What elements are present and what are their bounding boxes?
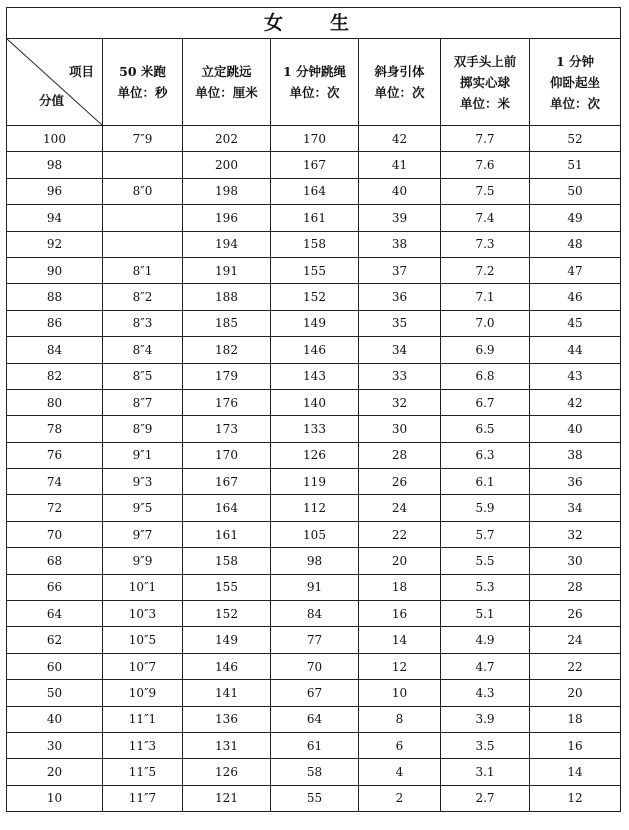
run50-cell: 10″1 — [103, 574, 183, 600]
table-row — [7, 759, 621, 785]
pullup-cell: 33 — [359, 363, 441, 389]
situp-cell: 20 — [530, 680, 621, 706]
rope-skip-cell: 105 — [271, 521, 359, 547]
ball-throw-cell: 6.3 — [441, 442, 530, 468]
run50-cell: 8″5 — [103, 363, 183, 389]
header-situp — [530, 39, 621, 126]
rope-skip-cell: 64 — [271, 706, 359, 732]
ball-throw-cell: 7.2 — [441, 257, 530, 283]
long-jump-cell: 136 — [183, 706, 271, 732]
run50-cell: 8″3 — [103, 310, 183, 336]
table-row — [7, 152, 621, 178]
table-row — [7, 680, 621, 706]
situp-cell: 45 — [530, 310, 621, 336]
score-cell: 100 — [7, 126, 103, 152]
header-pullup-name: 斜身引体 — [374, 64, 425, 79]
table-row — [7, 574, 621, 600]
table-row — [7, 310, 621, 336]
header-long-jump — [183, 39, 271, 126]
run50-cell: 11″7 — [103, 785, 183, 811]
ball-throw-cell: 5.1 — [441, 601, 530, 627]
ball-throw-cell: 3.1 — [441, 759, 530, 785]
situp-cell: 40 — [530, 416, 621, 442]
long-jump-cell: 155 — [183, 574, 271, 600]
long-jump-cell: 170 — [183, 442, 271, 468]
situp-cell: 47 — [530, 257, 621, 283]
ball-throw-cell: 7.7 — [441, 126, 530, 152]
situp-cell: 16 — [530, 732, 621, 758]
ball-throw-cell: 7.4 — [441, 205, 530, 231]
rope-skip-cell: 58 — [271, 759, 359, 785]
score-cell: 94 — [7, 205, 103, 231]
header-rope-skip-name: 1 分钟跳绳 — [282, 64, 347, 79]
rope-skip-cell: 133 — [271, 416, 359, 442]
situp-cell: 24 — [530, 627, 621, 653]
long-jump-cell: 158 — [183, 548, 271, 574]
long-jump-cell: 173 — [183, 416, 271, 442]
situp-cell: 52 — [530, 126, 621, 152]
ball-throw-cell: 2.7 — [441, 785, 530, 811]
table-row — [7, 442, 621, 468]
situp-cell: 43 — [530, 363, 621, 389]
long-jump-cell: 194 — [183, 231, 271, 257]
rope-skip-cell: 67 — [271, 680, 359, 706]
run50-cell: 8″7 — [103, 389, 183, 415]
table-row — [7, 495, 621, 521]
situp-cell: 48 — [530, 231, 621, 257]
situp-cell: 22 — [530, 653, 621, 679]
ball-throw-cell: 5.3 — [441, 574, 530, 600]
score-cell: 80 — [7, 389, 103, 415]
long-jump-cell: 179 — [183, 363, 271, 389]
score-cell: 98 — [7, 152, 103, 178]
ball-throw-cell: 5.5 — [441, 548, 530, 574]
situp-cell: 42 — [530, 389, 621, 415]
rope-skip-cell: 155 — [271, 257, 359, 283]
situp-cell: 49 — [530, 205, 621, 231]
situp-cell: 38 — [530, 442, 621, 468]
situp-cell: 14 — [530, 759, 621, 785]
run50-cell: 9″7 — [103, 521, 183, 547]
pullup-cell: 32 — [359, 389, 441, 415]
rope-skip-cell: 158 — [271, 231, 359, 257]
run50-cell: 8″2 — [103, 284, 183, 310]
score-cell: 10 — [7, 785, 103, 811]
pullup-cell: 42 — [359, 126, 441, 152]
rope-skip-cell: 55 — [271, 785, 359, 811]
diagonal-line — [7, 39, 102, 125]
rope-skip-cell: 112 — [271, 495, 359, 521]
rope-skip-cell: 146 — [271, 337, 359, 363]
pullup-cell: 16 — [359, 601, 441, 627]
run50-cell: 10″7 — [103, 653, 183, 679]
score-cell: 92 — [7, 231, 103, 257]
run50-cell — [103, 205, 183, 231]
corner-header-cell — [7, 39, 103, 126]
score-cell: 84 — [7, 337, 103, 363]
table-row — [7, 653, 621, 679]
title-row — [7, 8, 621, 39]
pullup-cell: 12 — [359, 653, 441, 679]
score-cell: 70 — [7, 521, 103, 547]
pullup-cell: 18 — [359, 574, 441, 600]
ball-throw-cell: 7.0 — [441, 310, 530, 336]
pullup-cell: 14 — [359, 627, 441, 653]
table-row — [7, 469, 621, 495]
score-cell: 86 — [7, 310, 103, 336]
pullup-cell: 37 — [359, 257, 441, 283]
header-rope-skip — [271, 39, 359, 126]
header-row — [7, 39, 621, 126]
table-row — [7, 257, 621, 283]
pullup-cell: 28 — [359, 442, 441, 468]
pullup-cell: 26 — [359, 469, 441, 495]
table-row — [7, 521, 621, 547]
situp-cell: 44 — [530, 337, 621, 363]
rope-skip-cell: 98 — [271, 548, 359, 574]
run50-cell: 9″9 — [103, 548, 183, 574]
score-cell: 40 — [7, 706, 103, 732]
header-run50 — [103, 39, 183, 126]
pullup-cell: 20 — [359, 548, 441, 574]
header-pullup — [359, 39, 441, 126]
situp-cell: 36 — [530, 469, 621, 495]
ball-throw-cell: 3.9 — [441, 706, 530, 732]
long-jump-cell: 121 — [183, 785, 271, 811]
ball-throw-cell: 4.7 — [441, 653, 530, 679]
score-cell: 72 — [7, 495, 103, 521]
ball-throw-cell: 3.5 — [441, 732, 530, 758]
header-situp-name-1: 1 分钟 — [555, 53, 595, 69]
run50-cell: 10″3 — [103, 601, 183, 627]
run50-cell: 10″5 — [103, 627, 183, 653]
situp-cell: 30 — [530, 548, 621, 574]
rope-skip-cell: 70 — [271, 653, 359, 679]
run50-cell: 8″9 — [103, 416, 183, 442]
situp-cell: 26 — [530, 601, 621, 627]
long-jump-cell: 196 — [183, 205, 271, 231]
long-jump-cell: 191 — [183, 257, 271, 283]
score-cell: 68 — [7, 548, 103, 574]
corner-item-label: 项目 — [68, 64, 94, 79]
table-row — [7, 284, 621, 310]
table-row — [7, 706, 621, 732]
header-situp-unit: 单位：次 — [550, 95, 601, 111]
rope-skip-cell: 91 — [271, 574, 359, 600]
rope-skip-cell: 152 — [271, 284, 359, 310]
header-ball-throw-name-1: 双手头上前 — [453, 53, 517, 69]
long-jump-cell: 167 — [183, 469, 271, 495]
situp-cell: 28 — [530, 574, 621, 600]
pullup-cell: 30 — [359, 416, 441, 442]
ball-throw-cell: 6.8 — [441, 363, 530, 389]
pullup-cell: 39 — [359, 205, 441, 231]
score-cell: 76 — [7, 442, 103, 468]
score-cell: 66 — [7, 574, 103, 600]
run50-cell: 7″9 — [103, 126, 183, 152]
run50-cell: 8″1 — [103, 257, 183, 283]
ball-throw-cell: 6.7 — [441, 389, 530, 415]
score-cell: 96 — [7, 178, 103, 204]
ball-throw-cell: 7.5 — [441, 178, 530, 204]
situp-cell: 34 — [530, 495, 621, 521]
pullup-cell: 35 — [359, 310, 441, 336]
pullup-cell: 22 — [359, 521, 441, 547]
ball-throw-cell: 7.6 — [441, 152, 530, 178]
header-rope-skip-unit: 单位：次 — [289, 85, 340, 100]
run50-cell: 8″4 — [103, 337, 183, 363]
pullup-cell: 34 — [359, 337, 441, 363]
score-cell: 64 — [7, 601, 103, 627]
pullup-cell: 6 — [359, 732, 441, 758]
pullup-cell: 24 — [359, 495, 441, 521]
corner-score-label: 分值 — [39, 93, 65, 108]
ball-throw-cell: 6.1 — [441, 469, 530, 495]
table-row — [7, 601, 621, 627]
long-jump-cell: 126 — [183, 759, 271, 785]
run50-cell — [103, 152, 183, 178]
table-row — [7, 126, 621, 152]
run50-cell: 9″3 — [103, 469, 183, 495]
table-row — [7, 732, 621, 758]
ball-throw-cell: 5.7 — [441, 521, 530, 547]
rope-skip-cell: 143 — [271, 363, 359, 389]
long-jump-cell: 185 — [183, 310, 271, 336]
long-jump-cell: 176 — [183, 389, 271, 415]
ball-throw-cell: 7.1 — [441, 284, 530, 310]
table-row — [7, 627, 621, 653]
header-situp-name-2: 仰卧起坐 — [550, 74, 601, 90]
rope-skip-cell: 167 — [271, 152, 359, 178]
rope-skip-cell: 140 — [271, 389, 359, 415]
pullup-cell: 36 — [359, 284, 441, 310]
run50-cell: 9″1 — [103, 442, 183, 468]
pullup-cell: 2 — [359, 785, 441, 811]
table-row — [7, 548, 621, 574]
score-cell: 20 — [7, 759, 103, 785]
pullup-cell: 38 — [359, 231, 441, 257]
score-cell: 78 — [7, 416, 103, 442]
table-row — [7, 205, 621, 231]
header-ball-throw-unit: 单位：米 — [459, 95, 510, 111]
long-jump-cell: 198 — [183, 178, 271, 204]
header-ball-throw — [441, 39, 530, 126]
long-jump-cell: 161 — [183, 521, 271, 547]
pullup-cell: 10 — [359, 680, 441, 706]
situp-cell: 46 — [530, 284, 621, 310]
table-row — [7, 363, 621, 389]
pullup-cell: 8 — [359, 706, 441, 732]
table-row — [7, 416, 621, 442]
score-cell: 82 — [7, 363, 103, 389]
table-row — [7, 389, 621, 415]
score-table — [6, 7, 621, 812]
rope-skip-cell: 170 — [271, 126, 359, 152]
long-jump-cell: 152 — [183, 601, 271, 627]
table-row — [7, 231, 621, 257]
long-jump-cell: 202 — [183, 126, 271, 152]
situp-cell: 18 — [530, 706, 621, 732]
run50-cell: 10″9 — [103, 680, 183, 706]
score-cell: 90 — [7, 257, 103, 283]
score-cell: 30 — [7, 732, 103, 758]
table-row — [7, 785, 621, 811]
header-pullup-unit: 单位：次 — [374, 85, 425, 100]
header-run50-name: 50 米跑 — [119, 64, 166, 79]
header-run50-unit: 单位：秒 — [117, 85, 168, 100]
run50-cell: 9″5 — [103, 495, 183, 521]
table-row — [7, 337, 621, 363]
ball-throw-cell: 5.9 — [441, 495, 530, 521]
score-cell: 74 — [7, 469, 103, 495]
long-jump-cell: 146 — [183, 653, 271, 679]
ball-throw-cell: 7.3 — [441, 231, 530, 257]
run50-cell: 11″1 — [103, 706, 183, 732]
situp-cell: 51 — [530, 152, 621, 178]
ball-throw-cell: 6.9 — [441, 337, 530, 363]
pullup-cell: 4 — [359, 759, 441, 785]
table-title: 女 生 — [7, 8, 621, 39]
situp-cell: 32 — [530, 521, 621, 547]
ball-throw-cell: 4.9 — [441, 627, 530, 653]
rope-skip-cell: 149 — [271, 310, 359, 336]
ball-throw-cell: 6.5 — [441, 416, 530, 442]
pullup-cell: 41 — [359, 152, 441, 178]
long-jump-cell: 182 — [183, 337, 271, 363]
rope-skip-cell: 161 — [271, 205, 359, 231]
table-row — [7, 178, 621, 204]
run50-cell: 8″0 — [103, 178, 183, 204]
header-long-jump-unit: 单位：厘米 — [195, 85, 258, 100]
score-cell: 88 — [7, 284, 103, 310]
header-long-jump-name: 立定跳远 — [201, 64, 252, 79]
rope-skip-cell: 164 — [271, 178, 359, 204]
long-jump-cell: 131 — [183, 732, 271, 758]
rope-skip-cell: 126 — [271, 442, 359, 468]
score-cell: 60 — [7, 653, 103, 679]
run50-cell — [103, 231, 183, 257]
pullup-cell: 40 — [359, 178, 441, 204]
run50-cell: 11″3 — [103, 732, 183, 758]
long-jump-cell: 149 — [183, 627, 271, 653]
long-jump-cell: 141 — [183, 680, 271, 706]
situp-cell: 50 — [530, 178, 621, 204]
header-ball-throw-name-2: 掷实心球 — [459, 74, 510, 90]
situp-cell: 12 — [530, 785, 621, 811]
long-jump-cell: 164 — [183, 495, 271, 521]
rope-skip-cell: 77 — [271, 627, 359, 653]
score-cell: 62 — [7, 627, 103, 653]
ball-throw-cell: 4.3 — [441, 680, 530, 706]
rope-skip-cell: 119 — [271, 469, 359, 495]
rope-skip-cell: 61 — [271, 732, 359, 758]
run50-cell: 11″5 — [103, 759, 183, 785]
score-cell: 50 — [7, 680, 103, 706]
rope-skip-cell: 84 — [271, 601, 359, 627]
long-jump-cell: 200 — [183, 152, 271, 178]
long-jump-cell: 188 — [183, 284, 271, 310]
